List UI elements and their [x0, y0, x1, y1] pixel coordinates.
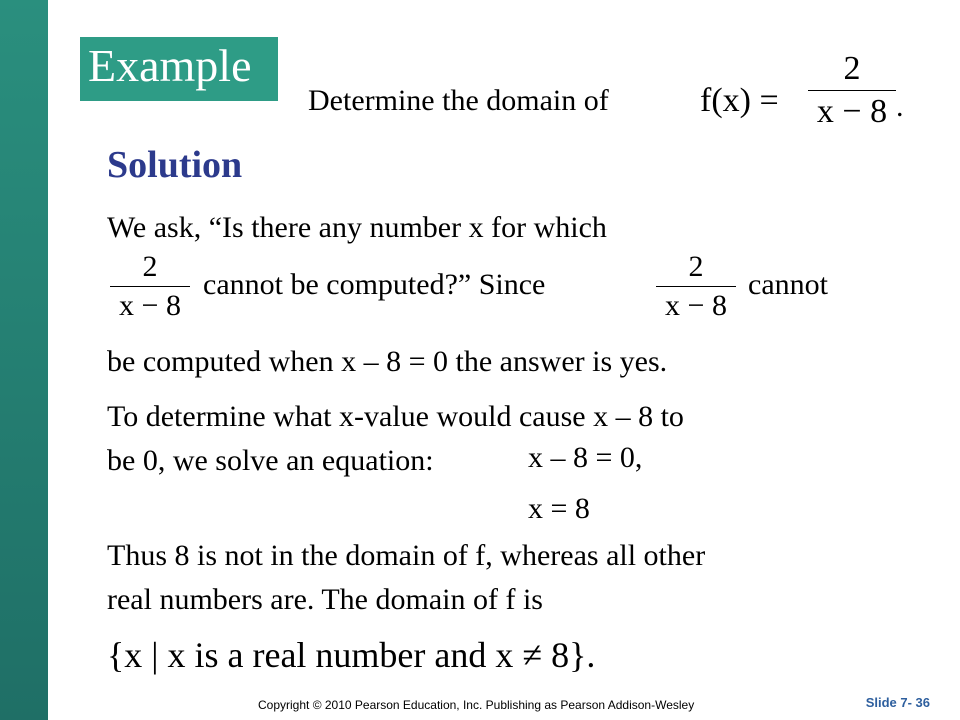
slide-title: Example — [88, 40, 252, 91]
slide-number: Slide 7- 36 — [865, 695, 930, 710]
domain-set-notation: {x | x is a real number and x ≠ 8}. — [107, 635, 596, 675]
fraction-numerator: 2 — [843, 50, 861, 87]
inline-fraction-1 — [110, 250, 190, 323]
text-line-5: be 0, we solve an equation: — [107, 444, 434, 477]
fraction-denominator: x − 8 — [665, 289, 727, 322]
text-line-2-end: cannot — [748, 268, 828, 301]
text-line-4: To determine what x-value would cause x – 8 to — [107, 400, 684, 433]
copyright-text: Copyright © 2010 Pearson Education, Inc. Publishing as Pearson Addison-Wesley — [258, 698, 695, 712]
inline-fraction-2 — [656, 250, 736, 323]
text-line-2-mid: cannot be computed?” Since — [203, 268, 546, 301]
fraction-denominator: x − 8 — [816, 93, 888, 130]
fraction-numerator: 2 — [688, 250, 704, 283]
equation-2: x = 8 — [528, 492, 590, 525]
text-line-1: We ask, “Is there any number x for which — [107, 211, 607, 244]
fraction-bar — [110, 286, 190, 287]
text-line-6: Thus 8 is not in the domain of f, whereas all other — [107, 539, 706, 572]
function-fraction — [808, 50, 896, 131]
prompt-text: Determine the domain of — [308, 84, 609, 117]
title-banner — [80, 37, 278, 101]
fraction-numerator: 2 — [142, 250, 158, 283]
solution-heading: Solution — [107, 144, 243, 186]
fraction-denominator: x − 8 — [119, 289, 181, 322]
period-mark: . — [896, 90, 904, 123]
text-line-7: real numbers are. The domain of f is — [107, 583, 543, 616]
text-line-3: be computed when x – 8 = 0 the answer is yes. — [107, 345, 668, 378]
left-decorative-stripe — [0, 0, 48, 720]
function-lhs: f(x) = — [700, 82, 779, 119]
fraction-bar — [808, 90, 896, 91]
equation-1: x – 8 = 0, — [528, 441, 643, 474]
fraction-bar — [656, 286, 736, 287]
